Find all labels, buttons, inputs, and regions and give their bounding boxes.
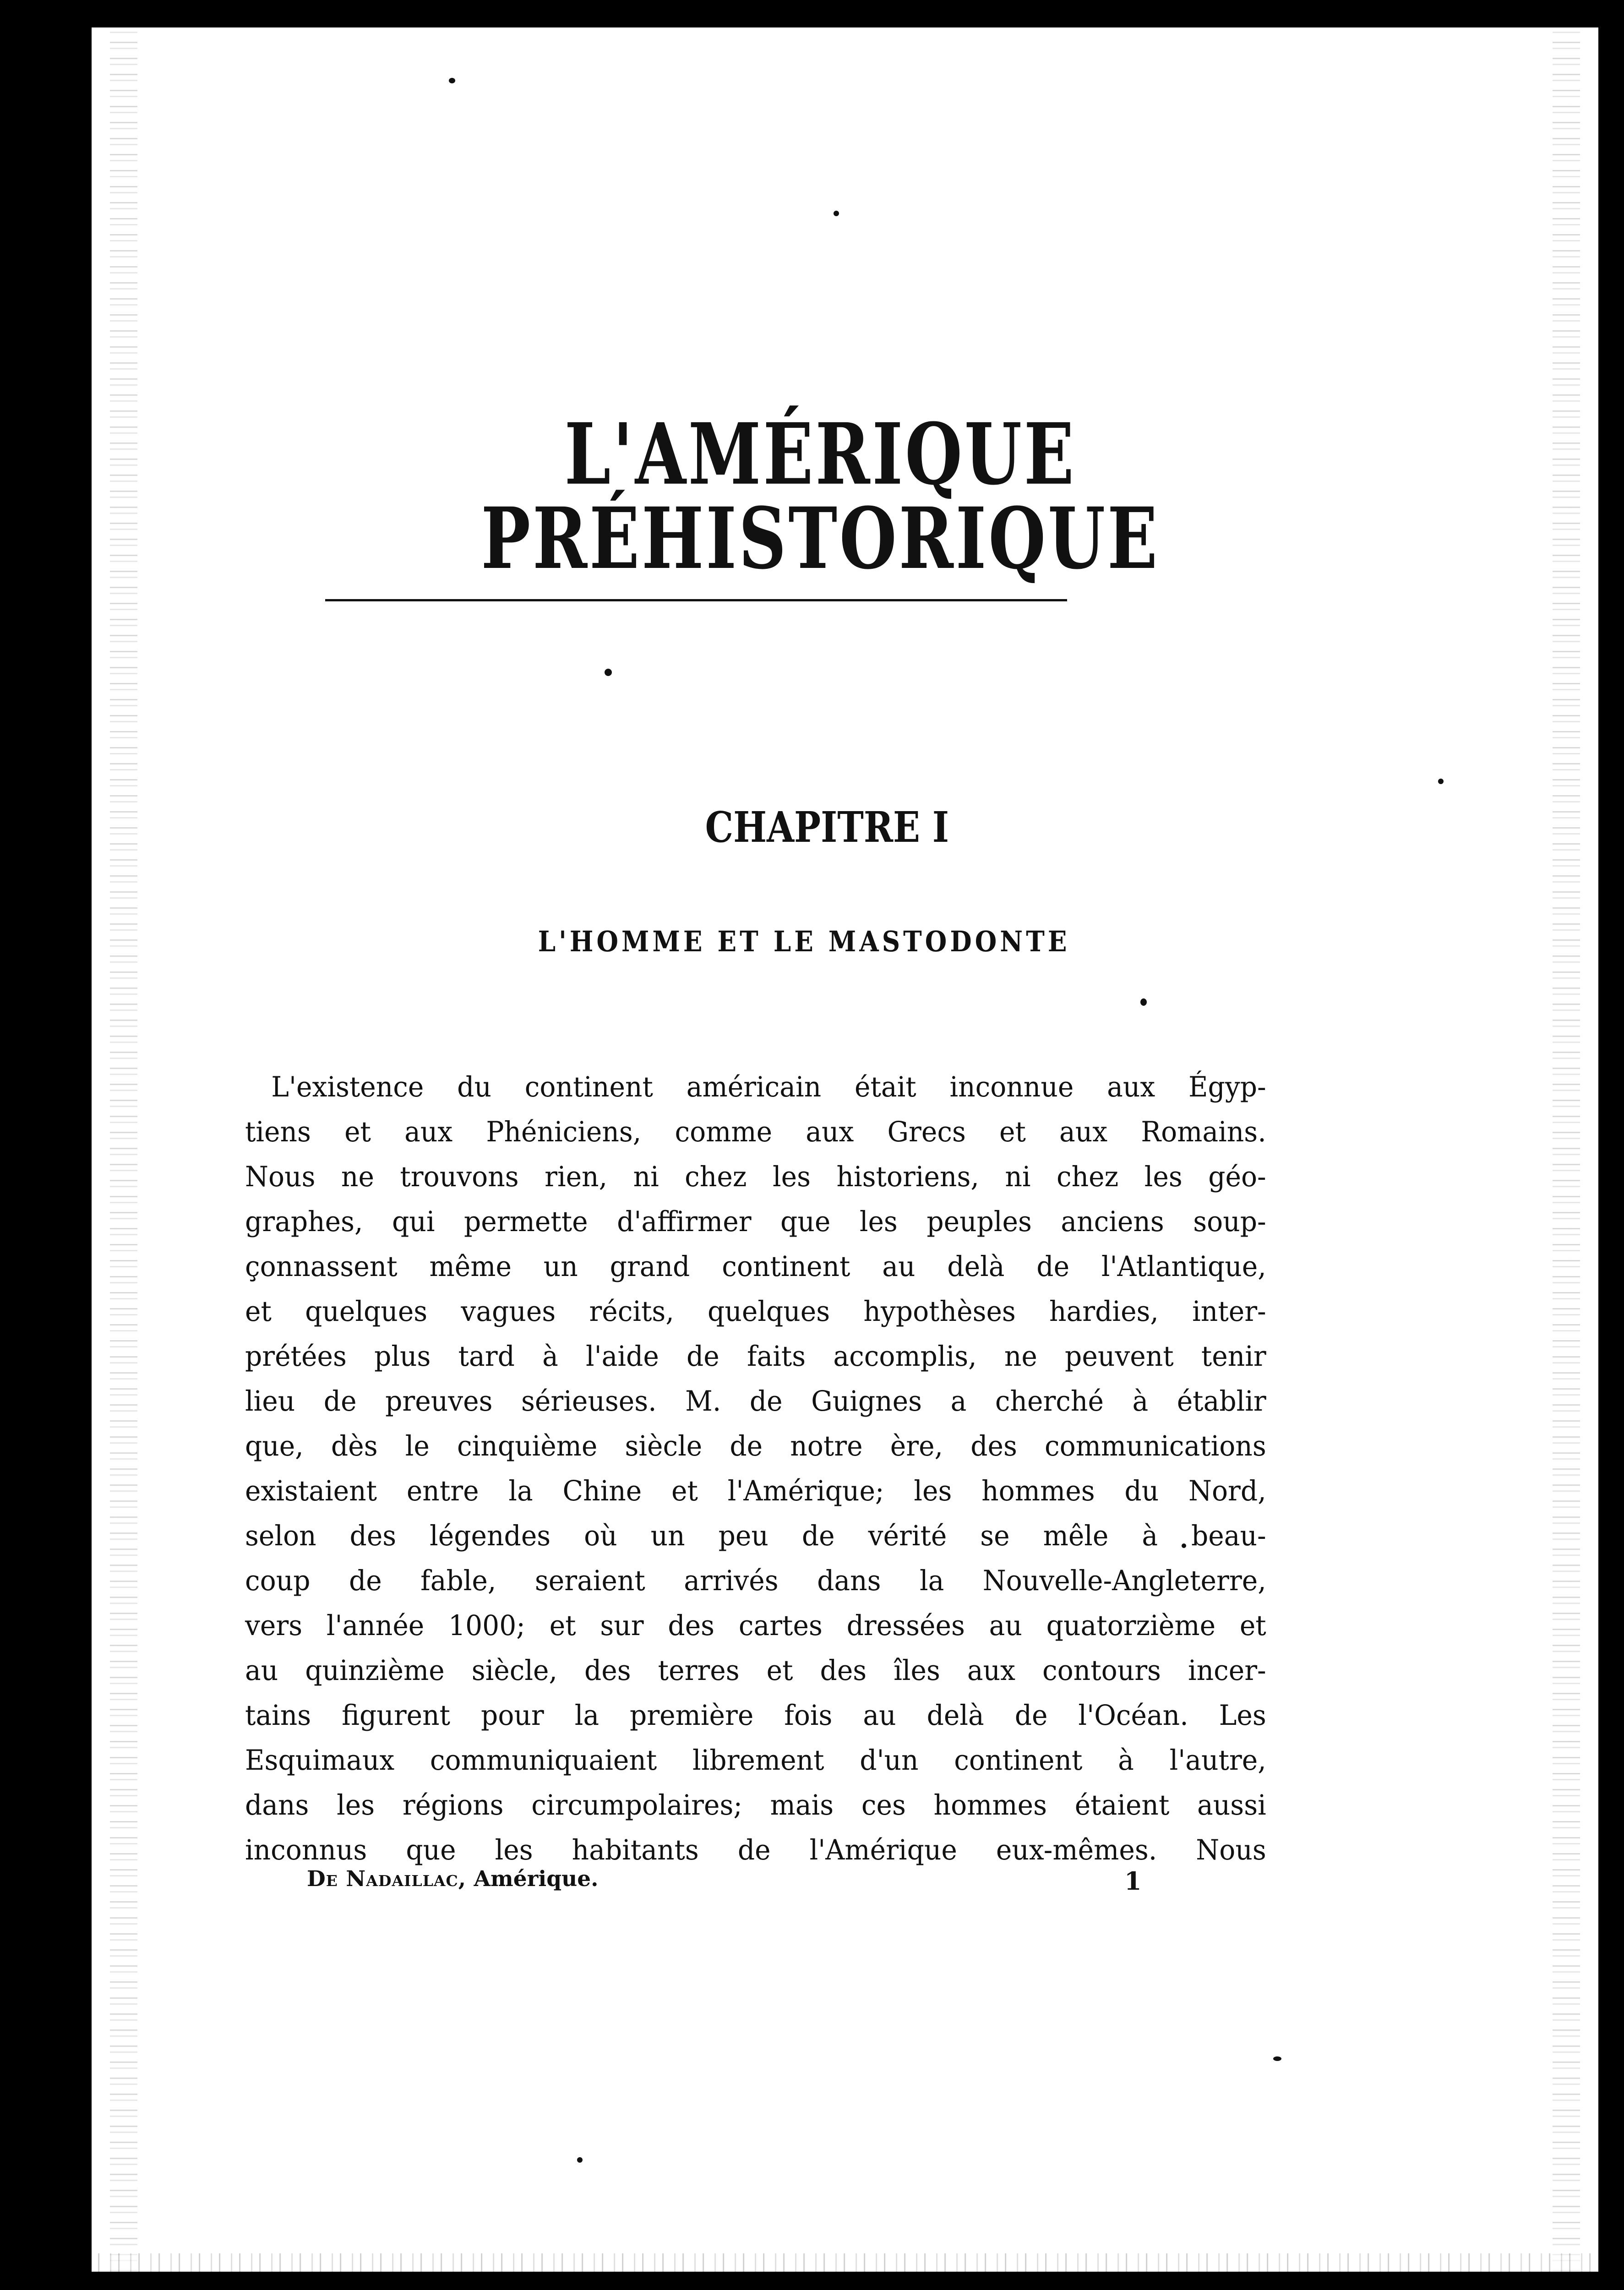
scan-speck bbox=[605, 669, 612, 676]
text-line: çonnassent même un grand continent au delà de l'Atlantique, bbox=[245, 1250, 1266, 1283]
body-text bbox=[245, 1065, 1266, 1873]
scan-speck bbox=[449, 78, 455, 83]
text-line: tains figurent pour la première fois au delà de l'Océan. Les bbox=[245, 1699, 1266, 1732]
scan-edge-noise-right bbox=[1553, 27, 1580, 2272]
scan-speck bbox=[1273, 2056, 1281, 2061]
text-line: vers l'année 1000; et sur des cartes dressées au quatorzième et bbox=[245, 1609, 1266, 1642]
page-number: 1 bbox=[1124, 1866, 1142, 1896]
text-line: dans les régions circumpolaires; mais ces hommes étaient aussi bbox=[245, 1789, 1266, 1821]
text-line: que, dès le cinquième siècle de notre ère, des communications bbox=[245, 1430, 1266, 1462]
text-line: et quelques vagues récits, quelques hypothèses hardies, inter- bbox=[245, 1295, 1266, 1328]
footer-work: Amérique. bbox=[474, 1866, 599, 1892]
chapter-heading: CHAPITRE I bbox=[705, 802, 949, 852]
scan-speck bbox=[1140, 998, 1147, 1006]
scan-edge-noise-left bbox=[110, 27, 137, 2272]
chapter-subtitle: L'HOMME ET LE MASTODONTE bbox=[538, 925, 1070, 958]
text-line: coup de fable, seraient arrivés dans la Nouvelle-Angleterre, bbox=[245, 1565, 1266, 1597]
text-line: graphes, qui permette d'affirmer que les peuples anciens soup- bbox=[245, 1205, 1266, 1238]
scan-speck bbox=[834, 211, 839, 216]
text-line: lieu de preuves sérieuses. M. de Guignes a cherché à établir bbox=[245, 1385, 1266, 1418]
text-line: prétées plus tard à l'aide de faits accomplis, ne peuvent tenir bbox=[245, 1340, 1266, 1373]
text-line: tiens et aux Phéniciens, comme aux Grecs et aux Romains. bbox=[245, 1116, 1266, 1148]
page-footer bbox=[307, 1866, 1177, 1896]
scan-edge-noise-bottom bbox=[92, 2253, 1598, 2272]
title-rule bbox=[325, 599, 1067, 601]
text-line: au quinzième siècle, des terres et des îles aux contours incer- bbox=[245, 1654, 1266, 1687]
text-line: Esquimaux communiquaient librement d'un continent à l'autre, bbox=[245, 1744, 1266, 1777]
text-line: inconnus que les habitants de l'Amérique eux-mêmes. Nous bbox=[245, 1834, 1266, 1866]
text-line: selon des légendes où un peu de vérité se mêle à beau- bbox=[245, 1520, 1266, 1552]
footer-author: De Nadaillac, bbox=[307, 1866, 467, 1892]
text-line: L'existence du continent américain était inconnue aux Égyp- bbox=[271, 1071, 1266, 1103]
scan-speck bbox=[577, 2157, 583, 2163]
book-title: L'AMÉRIQUE PRÉHISTORIQUE bbox=[481, 405, 1160, 588]
text-line: existaient entre la Chine et l'Amérique; les hommes du Nord, bbox=[245, 1475, 1266, 1507]
scanned-page bbox=[92, 27, 1598, 2272]
text-line: Nous ne trouvons rien, ni chez les historiens, ni chez les géo- bbox=[245, 1161, 1266, 1193]
scan-speck bbox=[1438, 779, 1444, 784]
